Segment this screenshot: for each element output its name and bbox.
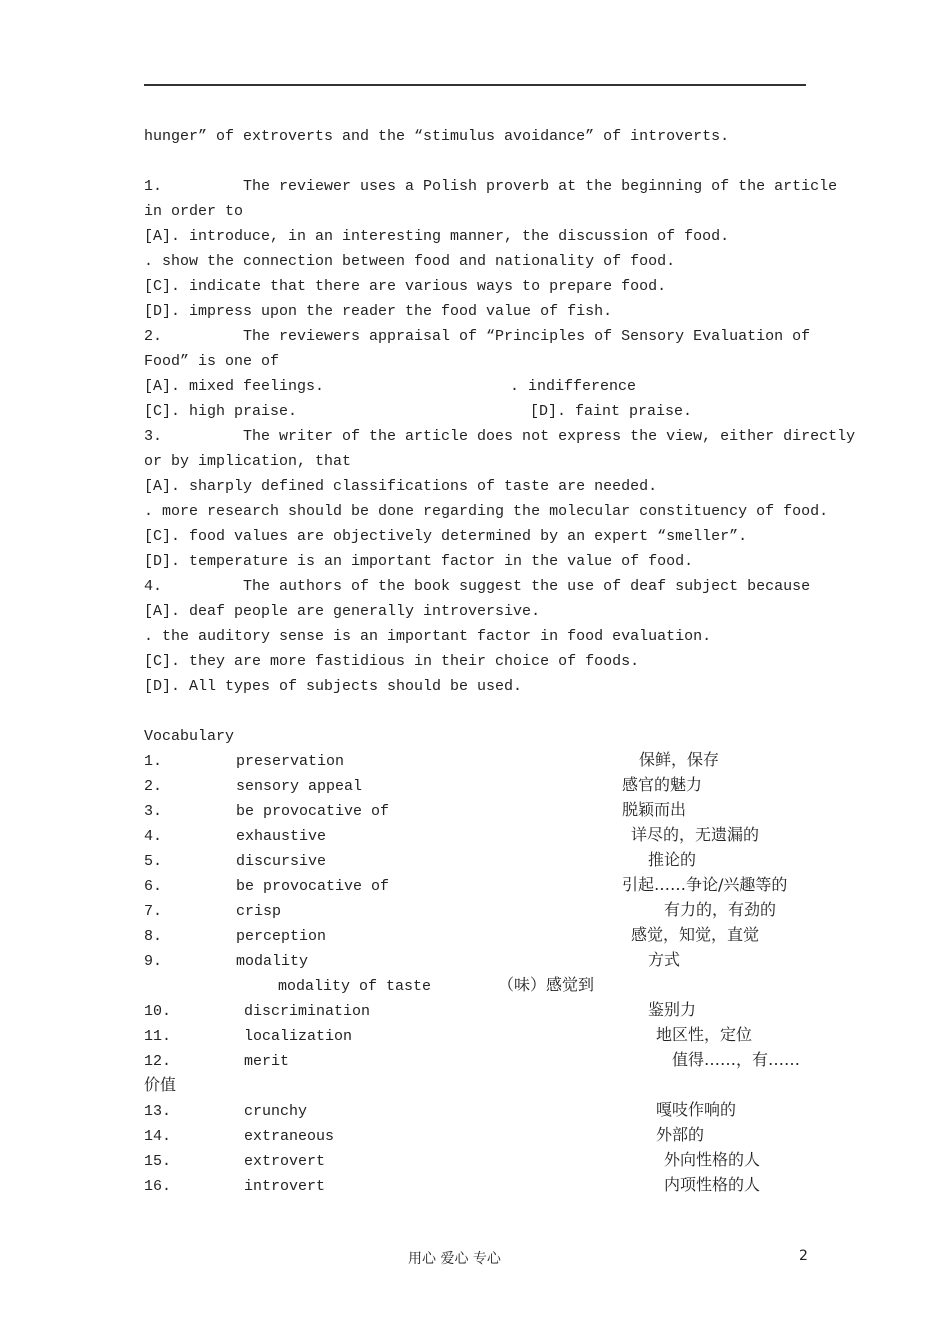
vocab-term: localization	[244, 1028, 353, 1045]
vocab-translation: 感官的魅力	[622, 775, 703, 794]
vocab-num: 10.	[144, 1003, 172, 1020]
vocab-term: modality	[236, 953, 309, 970]
page-number: 2	[799, 1248, 808, 1264]
vocab-translation: 脱颖而出	[622, 800, 687, 819]
vocab-term: merit	[244, 1053, 290, 1070]
vocabulary-heading: Vocabulary	[144, 728, 235, 745]
question-2-option-b: . indifference	[510, 378, 637, 395]
vocab-num: 11.	[144, 1028, 172, 1045]
header-rule	[144, 84, 806, 86]
question-3-option-a: [A]. sharply defined classifications of taste are needed.	[144, 478, 658, 495]
question-2-stem-cont: Food” is one of	[144, 353, 280, 370]
vocab-num: 6.	[144, 878, 163, 895]
vocab-translation: 地区性，定位	[656, 1025, 753, 1044]
vocab-translation: 方式	[648, 950, 681, 969]
vocab-num: 13.	[144, 1103, 172, 1120]
vocab-num: 1.	[144, 753, 163, 770]
vocab-num: 8.	[144, 928, 163, 945]
vocab-term: crunchy	[244, 1103, 308, 1120]
question-1-stem-cont: in order to	[144, 203, 244, 220]
vocab-num: 12.	[144, 1053, 172, 1070]
vocab-translation: 推论的	[648, 850, 697, 869]
vocab-term: modality of taste	[278, 978, 432, 995]
question-1-option-d: [D]. impress upon the reader the food value of fish.	[144, 303, 613, 320]
question-1-option-a: [A]. introduce, in an interesting manner, the discussion of food.	[144, 228, 730, 245]
vocab-term: introvert	[244, 1178, 326, 1195]
vocab-translation: 值得……，有……	[672, 1050, 801, 1069]
vocab-term: discursive	[236, 853, 327, 870]
vocab-term: extraneous	[244, 1128, 335, 1145]
question-3-option-b: . more research should be done regarding the molecular constituency of food.	[144, 503, 829, 520]
vocab-translation: 引起……争论/兴趣等的	[622, 875, 788, 894]
question-4-option-d: [D]. All types of subjects should be used.	[144, 678, 523, 695]
vocab-translation: 有力的，有劲的	[664, 900, 777, 919]
question-3-stem: 3. The writer of the article does not express the view, either directly	[144, 428, 856, 445]
vocab-translation: 外向性格的人	[664, 1150, 761, 1169]
question-2-stem: 2. The reviewers appraisal of “Principles of Sensory Evaluation of	[144, 328, 811, 345]
footer-slogan: 用心 爱心 专心	[408, 1251, 501, 1267]
question-3-option-c: [C]. food values are objectively determined by an expert “smeller”.	[144, 528, 748, 545]
vocab-num: 15.	[144, 1153, 172, 1170]
question-4-option-c: [C]. they are more fastidious in their choice of foods.	[144, 653, 640, 670]
question-2-option-a: [A]. mixed feelings.	[144, 378, 325, 395]
vocab-translation: 外部的	[656, 1125, 705, 1144]
vocab-term: exhaustive	[236, 828, 327, 845]
vocab-num: 4.	[144, 828, 163, 845]
question-4-option-a: [A]. deaf people are generally introversive.	[144, 603, 541, 620]
vocab-term: be provocative of	[236, 803, 390, 820]
vocab-num: 2.	[144, 778, 163, 795]
vocab-term: extrovert	[244, 1153, 326, 1170]
vocab-term: perception	[236, 928, 327, 945]
vocab-term: discrimination	[244, 1003, 371, 1020]
vocab-term: be provocative of	[236, 878, 390, 895]
vocab-translation: 鉴别力	[648, 1000, 697, 1019]
vocab-translation: 嘎吱作响的	[656, 1100, 737, 1119]
question-1-option-b: . show the connection between food and nationality of food.	[144, 253, 676, 270]
vocab-num: 5.	[144, 853, 163, 870]
vocab-translation: 内项性格的人	[664, 1175, 761, 1194]
vocab-translation-cont: 价值	[144, 1075, 177, 1094]
question-2-option-c: [C]. high praise.	[144, 403, 298, 420]
vocab-term: sensory appeal	[236, 778, 363, 795]
vocab-translation: 详尽的，无遗漏的	[631, 825, 760, 844]
question-1-stem: 1. The reviewer uses a Polish proverb at the beginning of the article	[144, 178, 838, 195]
vocab-translation: （味）感觉到	[498, 975, 595, 994]
vocab-num: 7.	[144, 903, 163, 920]
vocab-translation: 保鲜，保存	[639, 750, 720, 769]
vocab-translation: 感觉，知觉，直觉	[631, 925, 760, 944]
vocab-term: crisp	[236, 903, 282, 920]
question-2-option-d: [D]. faint praise.	[530, 403, 693, 420]
question-1-option-c: [C]. indicate that there are various ways to prepare food.	[144, 278, 667, 295]
vocab-num: 16.	[144, 1178, 172, 1195]
question-4-option-b: . the auditory sense is an important factor in food evaluation.	[144, 628, 712, 645]
question-3-option-d: [D]. temperature is an important factor in the value of food.	[144, 553, 694, 570]
vocab-num: 14.	[144, 1128, 172, 1145]
question-4-stem: 4. The authors of the book suggest the use of deaf subject because	[144, 578, 811, 595]
vocab-num: 3.	[144, 803, 163, 820]
continuation-text: hunger” of extroverts and the “stimulus avoidance” of introverts.	[144, 128, 730, 145]
vocab-num: 9.	[144, 953, 163, 970]
question-3-stem-cont: or by implication, that	[144, 453, 352, 470]
vocab-term: preservation	[236, 753, 345, 770]
